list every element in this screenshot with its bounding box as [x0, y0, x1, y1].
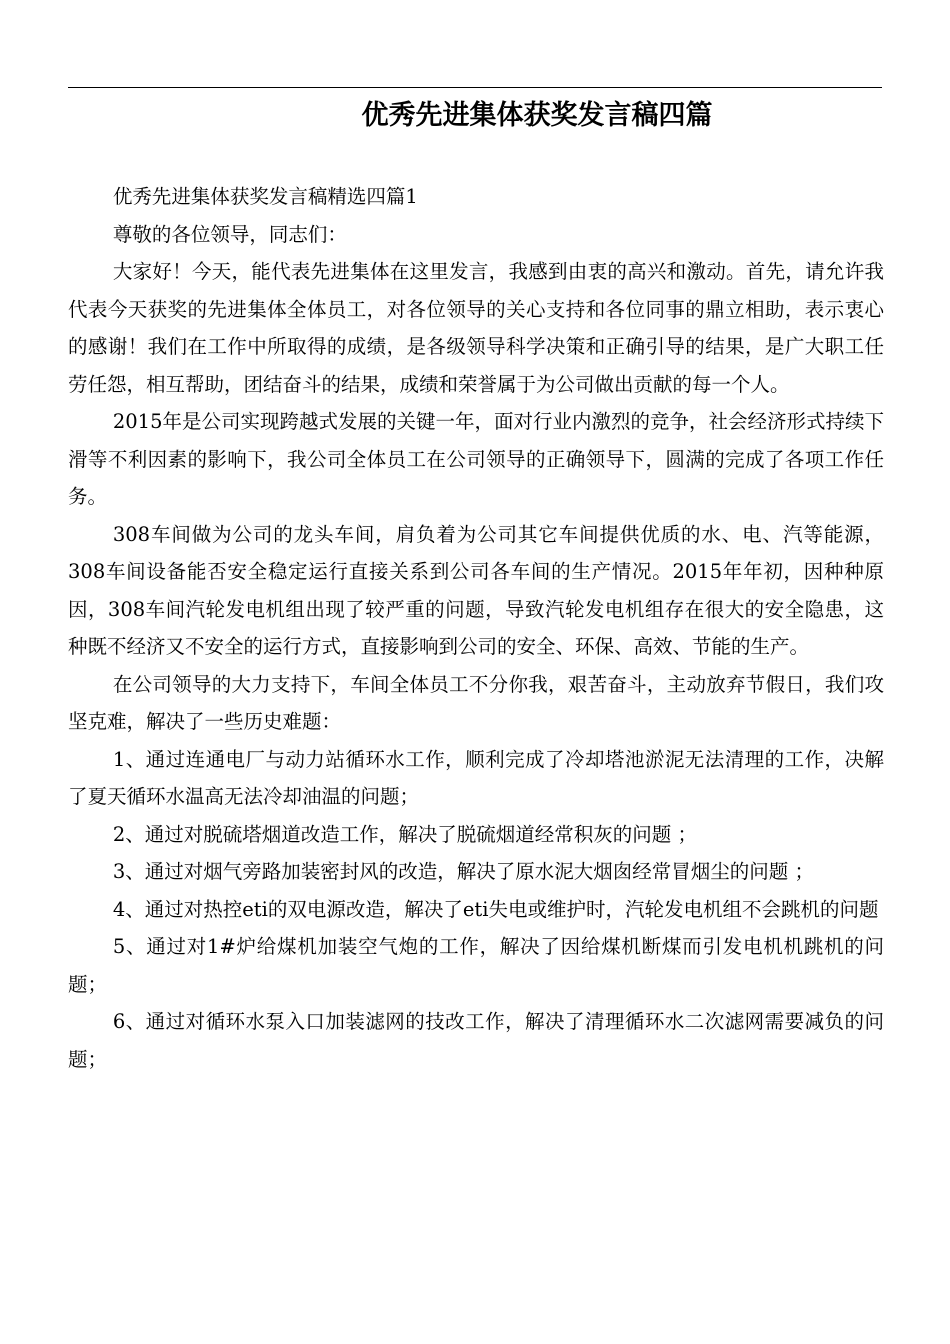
list-item: 3、通过对烟气旁路加装密封风的改造，解决了原水泥大烟囱经常冒烟尘的问题 ；	[112, 860, 814, 883]
body-paragraph: 2015年是公司实现跨越式发展的关键一年，面对行业内激烈的竞争，社会经济形式持续下滑等不利因素的影响下，我公司全体员工在公司领导的正确领导下，圆满的完成了各项工作任务。	[68, 410, 884, 508]
document-title	[68, 96, 882, 136]
section-heading: 优秀先进集体获奖发言稿精选四篇1	[112, 185, 418, 208]
list-item: 4、通过对热控eti的双电源改造，解决了eti失电或维护时，汽轮发电机组不会跳机的问题	[112, 897, 879, 921]
list-item: 1、通过连通电厂与动力站循环水工作，顺利完成了冷却塔池淤泥无法清理的工作，决解了夏天循环水温高无法冷却油温的问题；	[68, 747, 884, 808]
header-rule	[68, 87, 882, 88]
body-paragraph: 大家好！今天，能代表先进集体在这里发言，我感到由衷的高兴和激动。首先，请允许我代表今天获奖的先进集体全体员工，对各位领导的关心支持和各位同事的鼎立相助，表示衷心的感谢！我们在工作中所取得的成绩，是各级领导科学决策和正确引导的结果，是广大职工任劳任怨，相互帮助，团结奋斗的结果，成绩和荣誉属于为公司做出贡献的每一个人。	[68, 260, 884, 396]
list-item: 5、通过对1#炉给煤机加装空气炮的工作，解决了因给煤机断煤而引发电机机跳机的问题；	[68, 935, 884, 996]
list-item: 2、通过对脱硫塔烟道改造工作，解决了脱硫烟道经常积灰的问题 ；	[112, 822, 697, 846]
document-title-text: 优秀先进集体获奖发言稿四篇	[361, 100, 713, 131]
salutation: 尊敬的各位领导，同志们：	[112, 222, 347, 246]
document-body	[68, 178, 884, 1078]
body-paragraph: 在公司领导的大力支持下，车间全体员工不分你我，艰苦奋斗，主动放弃节假日，我们攻坚克难，解决了一些历史难题：	[68, 672, 884, 733]
body-paragraph: 308车间做为公司的龙头车间，肩负着为公司其它车间提供优质的水、电、汽等能源，308车间设备能否安全稳定运行直接关系到公司各车间的生产情况。2015年年初，因种种原因，308车间汽轮发电机组出现了较严重的问题，导致汽轮发电机组存在很大的安全隐患，这种既不经济又不安全的运行方式，直接影响到公司的安全、环保、高效、节能的生产。	[68, 522, 884, 658]
list-item: 6、通过对循环水泵入口加装滤网的技改工作，解决了清理循环水二次滤网需要减负的问题；	[68, 1010, 884, 1071]
